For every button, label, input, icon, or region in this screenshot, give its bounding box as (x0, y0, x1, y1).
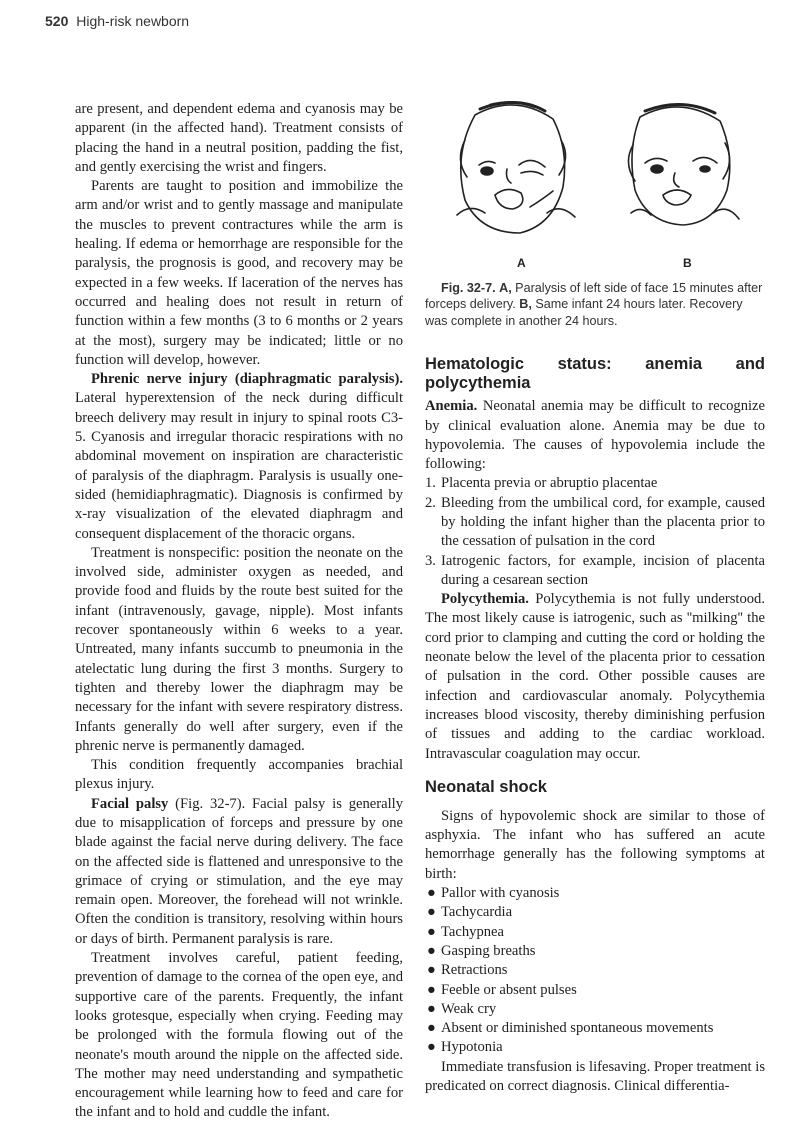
list-item: ● Tachycardia (427, 904, 513, 921)
list-item: ● Absent or diminished spontaneous movements (427, 1020, 714, 1037)
list-item: ● Retractions (427, 962, 508, 979)
list-item: ● Gasping breaths (427, 942, 536, 959)
run-in-heading: Polycythemia. (441, 591, 529, 608)
paragraph: Signs of hypovolemic shock are similar to those of asphyxia. The infant who has suffered an acute hemorrhage generally has the following symptoms at birth: (425, 807, 765, 882)
paragraph: Parents are taught to position and immobilize the arm and/or wrist and to gently massage and manipulate the muscles to prevent contractures while the arm is healing. If edema or hemorrhage are responsible for the paralysis, the prognosis is good, and recovery may be expected in a few weeks. If laceration of the nerves has occurred and healing does not result in return of function within a few months (3 to 6 months or 2 years at the most), surgery may be indicated; little or no function will develop, however. (75, 178, 403, 368)
infant-faces-illustration (435, 95, 755, 275)
paragraph-phrenic: Phrenic nerve injury (diaphragmatic paralysis). Lateral hyperextension of the neck during difficult breech delivery may result in injury to spinal roots C3-5. Cyanosis and irregular thoracic respirations with no abdominal movement on inspiration are characteristic of paralysis of the diaphragm. Paralysis is usually one-sided (hemidiaphragmatic). Diagnosis is confirmed by x-ray visualization of the elevated diaphragm and consequent displacement of the thoracic organs. (75, 371, 403, 542)
infant-face-a (457, 102, 575, 233)
section-heading-neonatal-shock: Neonatal shock (425, 777, 547, 796)
list-item: 3. Iatrogenic factors, for example, incision of placenta during a cesarean section (425, 552, 765, 588)
running-title: High-risk newborn (76, 13, 190, 29)
paragraph: Treatment involves careful, patient feeding, prevention of damage to the cornea of the open eye, and supportive care of the parents. Frequently, the infant looks grotesque, especially when crying. Feeding may be prolonged with the formula flowing out of the neonate's mouth around the nipple on the affected side. The mother may need understanding and sympathetic encouragement while learning how to feed and care for the infant and to hold and cuddle the infant. (75, 950, 403, 1121)
paragraph: Immediate transfusion is lifesaving. Proper treatment is predicated on correct diagnosis. Clinical differentia- (425, 1058, 765, 1095)
figure-label-a: A (517, 256, 526, 270)
infant-face-b (628, 104, 739, 225)
list-item: ● Weak cry (427, 1000, 497, 1017)
list-item: ● Hypotonia (427, 1039, 503, 1056)
paragraph-facial-palsy: Facial palsy (Fig. 32-7). Facial palsy is generally due to misapplication of forceps and pressure by one blade against the facial nerve during delivery. The face on the affected side is flattened and unresponsive to the grimace of crying or stimulation, and the eye may remain open. Moreover, the forehead will not wrinkle. Often the condition is transitory, resolving within hours or days of birth. Permanent paralysis is rare. (75, 795, 403, 947)
section-heading-hematologic: Hematologic status: anemia and polycythemia (425, 355, 765, 393)
left-column (75, 100, 403, 1123)
run-in-heading: Facial palsy (91, 795, 169, 812)
figure-label-b: B (683, 256, 692, 270)
run-in-heading: Phrenic nerve injury (diaphragmatic paralysis). (91, 371, 403, 388)
figure-caption: Fig. 32-7. A, Paralysis of left side of face 15 minutes after forceps delivery. B, Same infant 24 hours later. Recovery was complete in another 24 hours. (425, 281, 763, 328)
list-item: ● Pallor with cyanosis (427, 885, 560, 902)
figure-32-7 (425, 95, 765, 280)
paragraph: are present, and dependent edema and cyanosis may be apparent (in the affected hand). Treatment consists of placing the hand in a neutral position, padding the fist, and gently exercising the wrist and fingers. (75, 101, 403, 175)
hypovolemia-causes-list (425, 474, 765, 590)
right-column (425, 100, 765, 1096)
paragraph-anemia: Anemia. Neonatal anemia may be difficult to recognize by clinical evaluation alone. Anemia may be due to hypovolemia. The causes of hypovolemia include the following: (425, 398, 765, 473)
list-item: ● Tachypnea (427, 923, 504, 940)
paragraph: Treatment is nonspecific: position the neonate on the involved side, administer oxygen as needed, and provide food and fluids by the route best suited for the infant (intravenously, gavage, nipple). Most infants recover spontaneously within 6 weeks to a year. Untreated, many infants succumb to pneumonia in the atelectatic lung during the first 3 months. Surgery to tighten and thereby lower the diaphragm may be necessary for the infant with severe respiratory distress. Infants generally do well after surgery, even if the phrenic nerve is permanently damaged. (75, 544, 403, 754)
list-item: 2. Bleeding from the umbilical cord, for example, caused by holding the infant higher than the placenta prior to the cessation of pulsation in the cord (425, 494, 765, 550)
shock-symptoms-list (425, 884, 765, 1058)
paragraph: This condition frequently accompanies brachial plexus injury. (75, 757, 403, 793)
paragraph-polycythemia: Polycythemia. Polycythemia is not fully understood. The most likely cause is iatrogenic, such as ''milking'' the cord prior to clamping and cutting the cord or holding the neonate below the level of the placenta prior to cessation of pulsation in the cord. Other possible causes are infection and cardiovascular anomaly. Polycythemia increases blood viscosity, thereby diminishing perfusion of tissues and adding to the cardiac workload. Intravascular coagulation may occur. (425, 591, 765, 762)
list-item: 1. Placenta previa or abruptio placentae (425, 475, 658, 492)
list-item: ● Feeble or absent pulses (427, 981, 577, 998)
running-header (45, 13, 189, 29)
run-in-heading: Anemia. (425, 398, 478, 415)
page-number: 520 (45, 13, 69, 29)
